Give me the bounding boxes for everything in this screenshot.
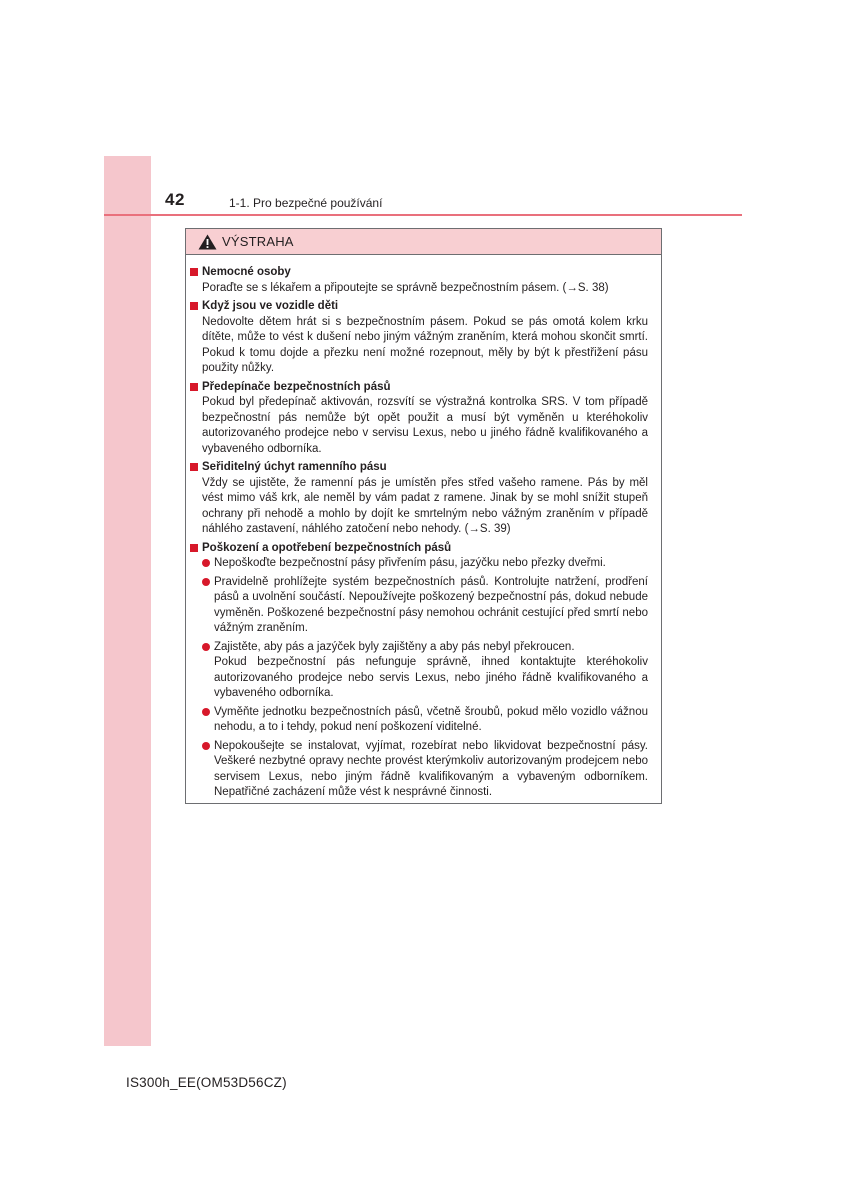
red-square-bullet-icon	[190, 302, 198, 310]
list-item: Nepokoušejte se instalovat, vyjímat, rozebírat nebo likvidovat bezpečnostní pásy. Veškeré nezbytné opravy nechte provést kterýmkoliv autorizovaným prodejcem nebo servisem Lexus, nebo jiným řádně kvalifikovaným a vybaveným odborníkem. Nepatřičné zacházení může vést k nesprávné činnosti.	[202, 739, 648, 801]
section-heading: Nemocné osoby	[190, 265, 648, 281]
section-title: 1-1. Pro bezpečné používání	[229, 196, 383, 210]
warning-header	[186, 229, 661, 255]
red-square-bullet-icon	[190, 544, 198, 552]
section-paragraph: Poraďte se s lékařem a připoutejte se správně bezpečnostním pásem. (→S. 38)	[202, 281, 609, 294]
red-dot-bullet-icon	[202, 742, 210, 750]
warning-title: VÝSTRAHA	[222, 234, 294, 249]
list-item: Zajistěte, aby pás a jazýček byly zajištěny a aby pás nebyl překroucen. Pokud bezpečnostní pás nefunguje správně, ihned kontaktujte kteréhokoliv autorizovaného prodejce nebo servis Lexus, nebo jiného řádně kvalifikovaného a vybaveného odborníka.	[202, 640, 648, 702]
side-color-band	[104, 156, 151, 1046]
page-number: 42	[165, 190, 185, 209]
red-square-bullet-icon	[190, 383, 198, 391]
red-square-bullet-icon	[190, 463, 198, 471]
red-square-bullet-icon	[190, 268, 198, 276]
warning-body	[186, 255, 661, 801]
red-dot-bullet-icon	[202, 708, 210, 716]
warning-box	[185, 228, 662, 804]
section-heading: Poškození a opotřebení bezpečnostních pásů	[190, 541, 648, 557]
section-paragraph: Pokud byl předepínač aktivován, rozsvítí se výstražná kontrolka SRS. V tom případě bezpečnostní pás nemůže být opět použit a musí být vyměněn u kteréhokoliv autorizovaného prodejce nebo v servisu Lexus, nebo u jiného řádně kvalifikovaného a vybaveného odborníka.	[202, 396, 648, 455]
manual-code: IS300h_EE(OM53D56CZ)	[126, 1075, 287, 1090]
list-item: Vyměňte jednotku bezpečnostních pásů, včetně šroubů, pokud mělo vozidlo vážnou nehodu, a to i tehdy, pokud není poškození viditelné.	[202, 705, 648, 736]
section-paragraph: Nedovolte dětem hrát si s bezpečnostním pásem. Pokud se pás omotá kolem krku dítěte, může to vést k dušení nebo jiným vážným zraněním, která mohou skončit smrtí. Pokud k tomu dojde a přezku není možné rozepnout, měly by být k přestřižení pásu použity nůžky.	[202, 315, 648, 374]
list-item: Pravidelně prohlížejte systém bezpečnostních pásů. Kontrolujte natržení, prodření pásů a uvolnění součástí. Nepoužívejte poškozený bezpečnostní pás, dokud nebude vyměněn. Poškozené bezpečnostní pásy nemohou ochránit cestující před smrtí nebo vážným zraněním.	[202, 575, 648, 637]
section-heading: Když jsou ve vozidle děti	[190, 299, 648, 315]
section-heading: Seřiditelný úchyt ramenního pásu	[190, 460, 648, 476]
red-dot-bullet-icon	[202, 643, 210, 651]
list-item: Nepoškoďte bezpečnostní pásy přivřením pásu, jazýčku nebo přezky dveřmi.	[202, 556, 648, 572]
section-heading: Předepínače bezpečnostních pásů	[190, 380, 648, 396]
section-paragraph: Vždy se ujistěte, že ramenní pás je umístěn přes střed vašeho ramene. Pás by měl vést mimo váš krk, ale neměl by vám padat z ramene. Jinak by se mohl snížit stupeň ochrany při nehodě a mohlo by dojít ke smrtelným nebo vážným zraněním v případě náhlého zastavení, náhlého zatočení nebo nehody. (→S. 39)	[202, 476, 648, 535]
warning-triangle-icon	[198, 234, 217, 250]
red-dot-bullet-icon	[202, 559, 210, 567]
red-dot-bullet-icon	[202, 578, 210, 586]
header-rule	[104, 214, 742, 216]
